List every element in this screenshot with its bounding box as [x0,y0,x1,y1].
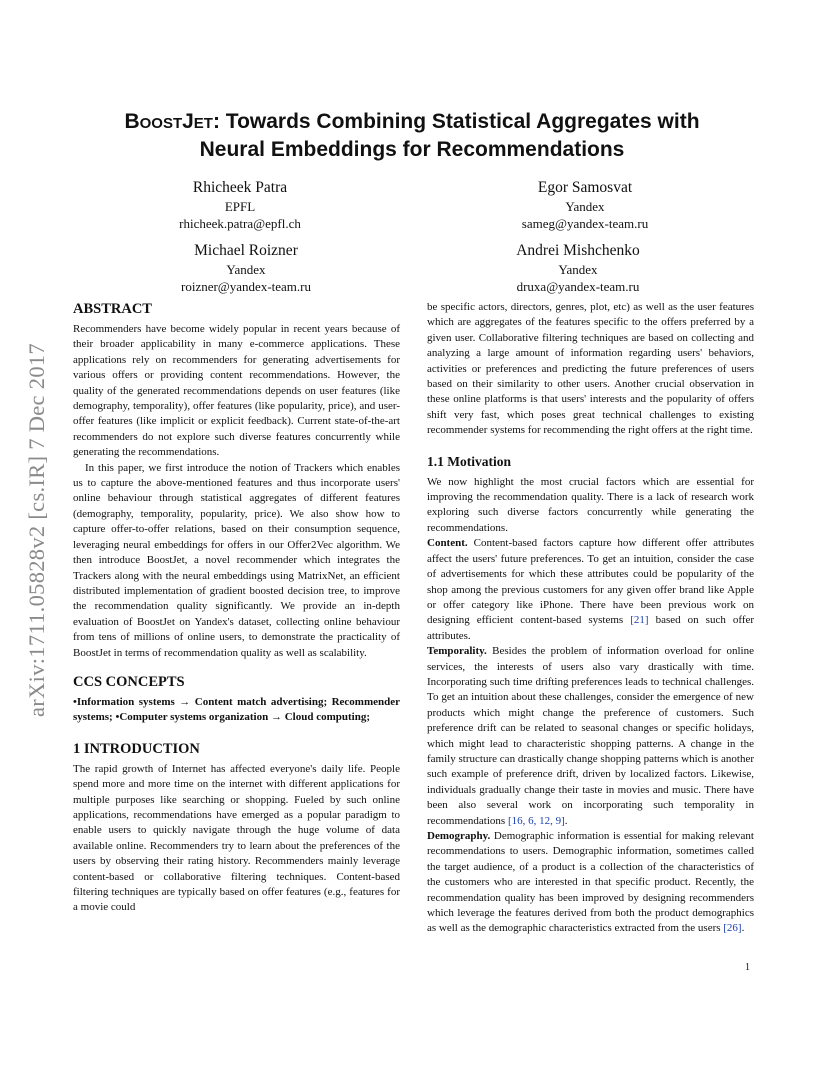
author-email: roizner@yandex-team.ru [181,279,311,294]
arxiv-identifier-text: arXiv:1711.05828v2 [cs.IR] 7 Dec 2017 [24,343,49,717]
right-column [427,300,754,937]
author-affiliation: Yandex [558,262,598,277]
citation-link[interactable]: [26] [723,922,742,935]
page-number: 1 [745,962,750,973]
paper-title [70,108,754,164]
title-system-name: BoostJet [124,110,213,133]
title-line2: Neural Embeddings for Recommendations [199,138,625,161]
motivation-paragraph: We now highlight the most crucial factors which are essential for improving the recommendation quality. There is a lack of research work exploring such diverse factors concurrently while generating the recommendations. [427,475,754,534]
abstract-paragraph: Recommenders have become widely popular in recent years because of their broader applicability in many e-commerce applications. These applications rely on recommenders for generating advertisements for various offers or providing content recommendations. However, the quality of the generated recommendations depends on user features (like demography, temporality), offer features (like popularity, price), and user-offer features (like implicit or explicit feedback). Current state-of-the-art recommenders do not explore such diverse features concurrently while generating the recommendations. [73,323,400,459]
author-email: sameg@yandex-team.ru [521,216,649,231]
content-paragraph [427,536,754,644]
demography-text: Demographic information is essential for making relevant recommendations to users. Demographic information, sometimes called the target audience, of a product is a collection of the characteristics of the customers who are interested in that specific product. Recently, the recommendation quality has been improved by designing recommenders which leverage the features derived from both the product demographics as well as the demographic characteristics extracted from the users [427,830,754,935]
subsection-heading: 1.1 Motivation [427,453,511,469]
intro-paragraph-continued: be specific actors, directors, genres, plot, etc) as well as the user features which are aggregates of the features specific to the offers preferred by a given user. Collaborative filtering techniques are based on collecting and analyzing a large amount of information regarding users' behaviors, activities or preferences and predicting the future preferences of users based on their similarity to other users. Another crucial observation in these online platforms is that users' interests and the popularity of offers shift very fast, which poses great technical challenges to existing recommender systems for recommending the right offers at the right time. [427,301,754,437]
temporality-text: Besides the problem of information overload for online services, the interests of users also vary drastically with time. Incorporating such time drifting preferences leads to technical challenges. To get an intuition about these challenges, consider the emergence of new products which might change the preference of customers. Such preference drift can be related to seasonal changes or specific holidays, which might lead to characteristic shopping patterns. A change in the family structure can drastically change shopping patterns which is another such example of preference drift, driven by localized factors. Likewise, individuals gradually change their taste in movies and music. There have been also several work on incorporating such temporality in recommendations [427,645,754,827]
author-name: Michael Roizner [194,242,298,259]
author-email: druxa@yandex-team.ru [516,279,640,294]
ccs-concepts: •Information systems → Content match advertising; Recommender systems; •Computer systems organization → Cloud computing; [73,695,400,724]
demography-lead: Demography. [427,830,491,842]
citation-link[interactable]: [21] [630,614,649,627]
abstract-heading: ABSTRACT [73,301,152,317]
intro-paragraph: The rapid growth of Internet has affected everyone's daily life. People spend more and more time on the internet with different applications for multiple purposes like searching or shopping. Fueled by such online applications, recommendations have emerged as a popular paradigm to enable users to quickly navigate through the huge volume of data available online. Recommenders try to learn about the preferences of the users by observing their rating history. Recommenders mainly leverage content-based or collaborative filtering techniques. Content-based filtering techniques are typically based on offer features (e.g., features for a movie could [73,762,400,914]
author-email: rhicheek.patra@epfl.ch [179,216,301,231]
author-name: Rhicheek Patra [192,179,288,196]
temporality-lead: Temporality. [427,645,487,658]
section-heading: 1 INTRODUCTION [73,740,200,757]
content-lead: Content. [427,537,468,550]
author-affiliation: Yandex [226,262,266,277]
author-affiliation: EPFL [224,199,256,214]
left-column [73,300,400,916]
citation-link[interactable]: [16, 6, 12, 9] [507,814,565,827]
content-tail: based on such offer attributes. [427,614,755,642]
author-affiliation: Yandex [565,199,605,214]
demography-paragraph: Demography. Demographic information is essential for making relevant recommendations to users. Demographic information, sometimes called the target audience, of a product is a collection of the characteristics of the customers who are interested in that specific product. Recently, the recommendation quality has been improved by designing recommenders which leverage the features derived from both the product demographics as well as the demographic characteristics extracted from the users [26]. [427,830,754,935]
title-line1: : Towards Combining Statistical Aggregates with [212,110,700,133]
ccs-heading: CCS CONCEPTS [73,673,185,690]
author-name: Andrei Mishchenko [516,242,640,259]
author-name: Egor Samosvat [537,179,633,196]
author-block [125,177,355,232]
abstract-paragraph: In this paper, we first introduce the notion of Trackers which enables us to capture the above-mentioned features and thus incorporate users' online behaviour through statistical aggregates of different features (demography, temporality, popularity, price). We also show how to capture offer-to-offer relations, based on their consumption sequence, leveraging neural embeddings for offers in our Offer2Vec algorithm. We then introduce BoostJet, a novel recommender which integrates the Trackers along with the neural embeddings using MatrixNet, an efficient distributed implementation of gradient boosted decision tree, to improve the recommendation quality significantly. We provide an in-depth evaluation of BoostJet on Yandex's dataset, collecting online behaviour from tens of millions of online users, to demonstrate the practicality of BoostJet in terms of recommendation quality as well as scalability. [73,461,400,659]
arxiv-identifier [22,300,52,760]
temporality-paragraph: Temporality. Besides the problem of information overload for online services, the interests of users also vary drastically with time. Incorporating such time drifting preferences leads to technical challenges. To get an intuition about these challenges, consider the emergence of new products which might change the preference of customers. Such preference drift can be related to seasonal changes or specific holidays, which might lead to characteristic shopping patterns. A change in the family structure can drastically change shopping patterns which is another such example of preference drift, driven by localized factors. Likewise, individuals gradually change their taste in movies and music. There have been also several work on incorporating such temporality in recommendations [16, 6, 12, 9]. [427,645,754,827]
author-block [463,240,693,295]
content-text: Content-based factors capture how different offer attributes affect the users' future preferences. To get an intuition, consider the case of advertisements for which these attributes could be popularity of the shop among the previous customers for any given offer brand like Apple or offer category like iPhone. There have been previous work on designing efficient content-based systems [427,537,755,627]
author-block [131,240,361,295]
author-block [470,177,700,232]
